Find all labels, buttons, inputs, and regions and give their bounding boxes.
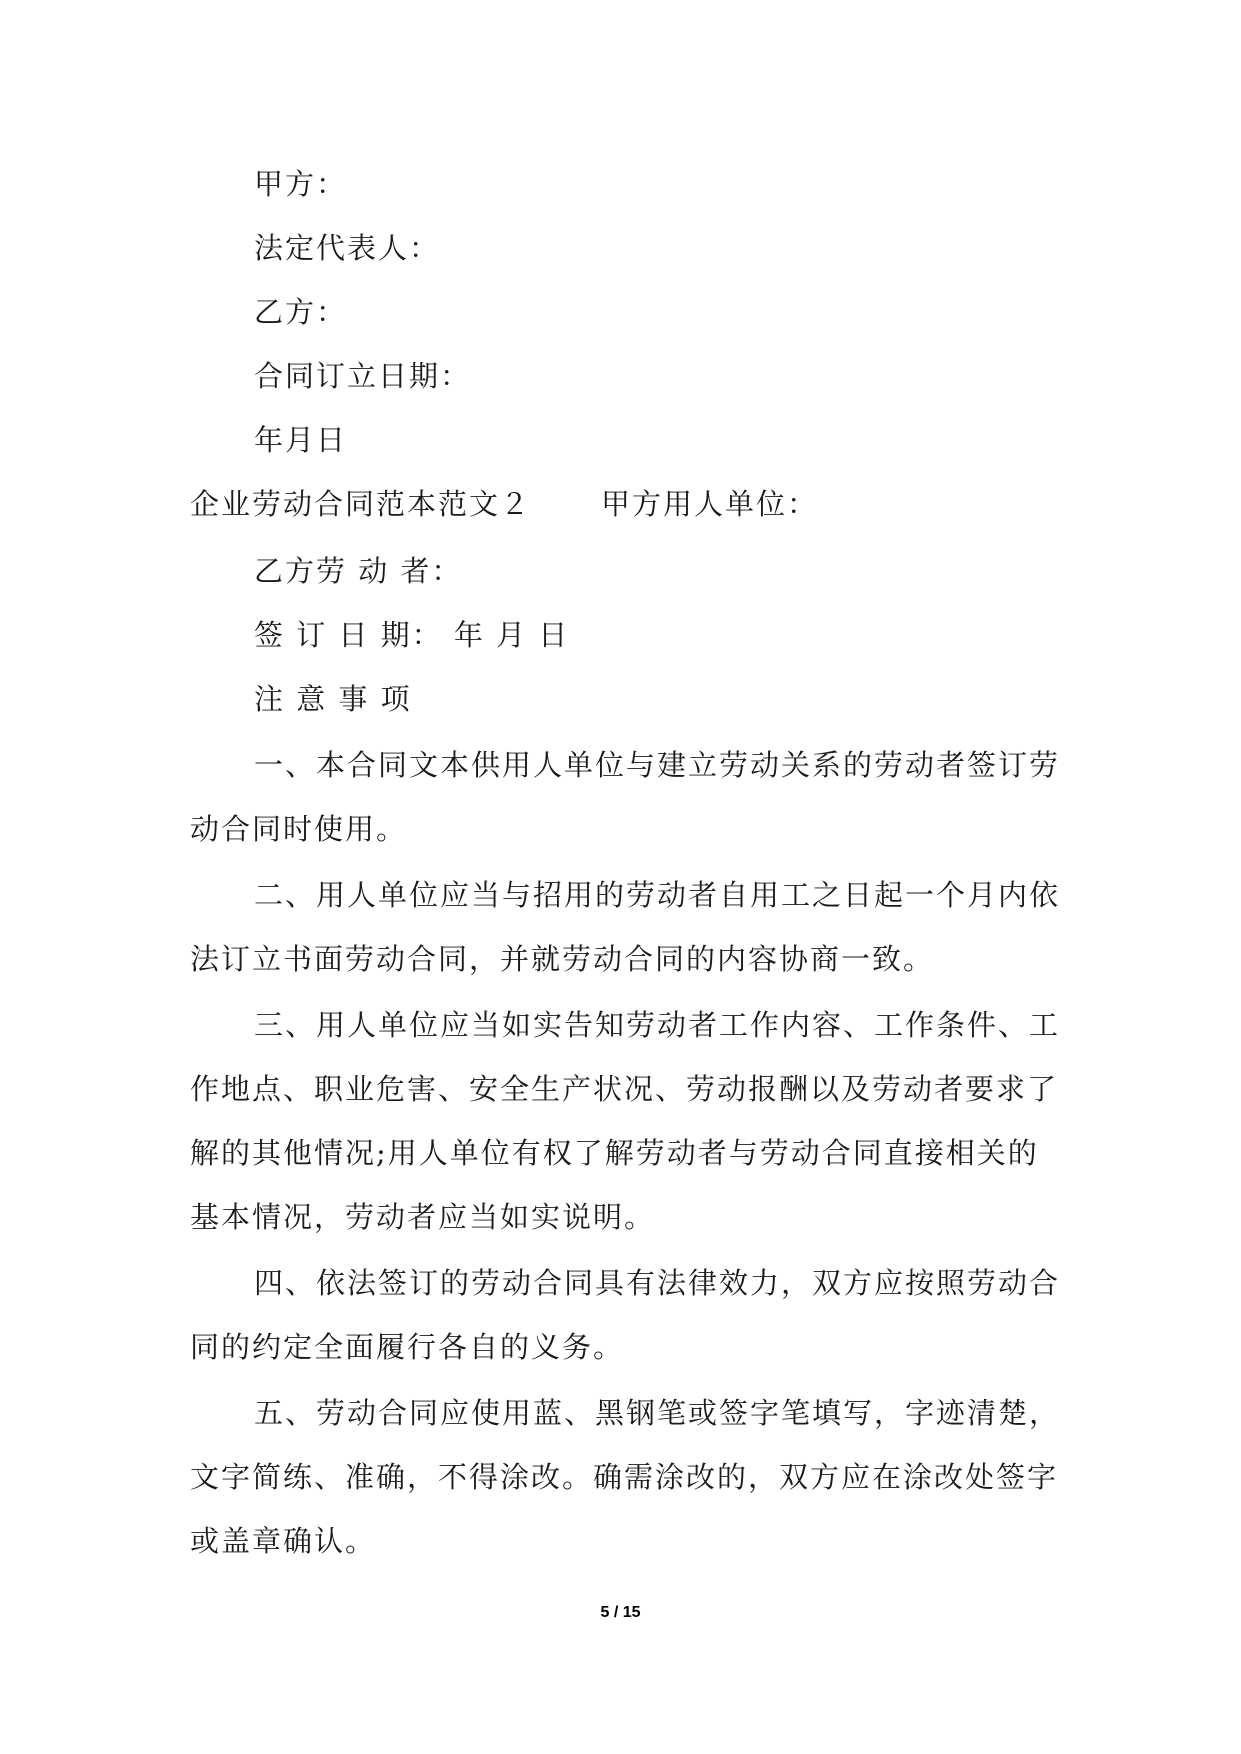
note-5-line-3: 或盖章确认。: [190, 1524, 377, 1558]
section-title-line: [190, 487, 1070, 521]
party-b-label: 乙方：: [254, 295, 348, 329]
sign-date-label: 签 订 日 期： 年 月 日: [254, 618, 570, 652]
note-4-line-1: 四、依法签订的劳动合同具有法律效力，双方应按照劳动合: [254, 1266, 1061, 1300]
page-number: 5 / 15: [600, 1604, 641, 1621]
note-5-line-1: 五、劳动合同应使用蓝、黑钢笔或签字笔填写，字迹清楚，: [254, 1396, 1061, 1430]
note-1-line-2: 动合同时使用。: [190, 812, 408, 846]
year-month-day: 年月日: [254, 423, 348, 457]
contract-date-label: 合同订立日期：: [254, 359, 472, 393]
note-2-line-2: 法订立书面劳动合同，并就劳动合同的内容协商一致。: [190, 942, 935, 976]
note-3-line-2: 作地点、职业危害、安全生产状况、劳动报酬以及劳动者要求了: [190, 1072, 1059, 1106]
note-4-line-2: 同的约定全面履行各自的义务。: [190, 1330, 625, 1364]
employer-label: 甲方用人单位：: [601, 487, 819, 521]
note-2-line-1: 二、用人单位应当与招用的劳动者自用工之日起一个月内依: [254, 878, 1061, 912]
legal-representative-label: 法定代表人：: [254, 231, 441, 265]
note-3-line-3: 解的其他情况;用人单位有权了解劳动者与劳动合同直接相关的: [190, 1136, 1039, 1170]
note-3-line-4: 基本情况，劳动者应当如实说明。: [190, 1200, 656, 1234]
note-3-line-1: 三、用人单位应当如实告知劳动者工作内容、工作条件、工: [254, 1008, 1061, 1042]
note-5-line-2: 文字简练、准确，不得涂改。确需涂改的，双方应在涂改处签字: [190, 1460, 1059, 1494]
notes-heading: 注 意 事 项: [254, 682, 412, 716]
worker-label: 乙方劳 动 者：: [254, 554, 463, 588]
party-a-label: 甲方：: [254, 167, 348, 201]
section-title: 企业劳动合同范本范文２: [190, 487, 532, 521]
note-1-line-1: 一、本合同文本供用人单位与建立劳动关系的劳动者签订劳: [254, 748, 1061, 782]
